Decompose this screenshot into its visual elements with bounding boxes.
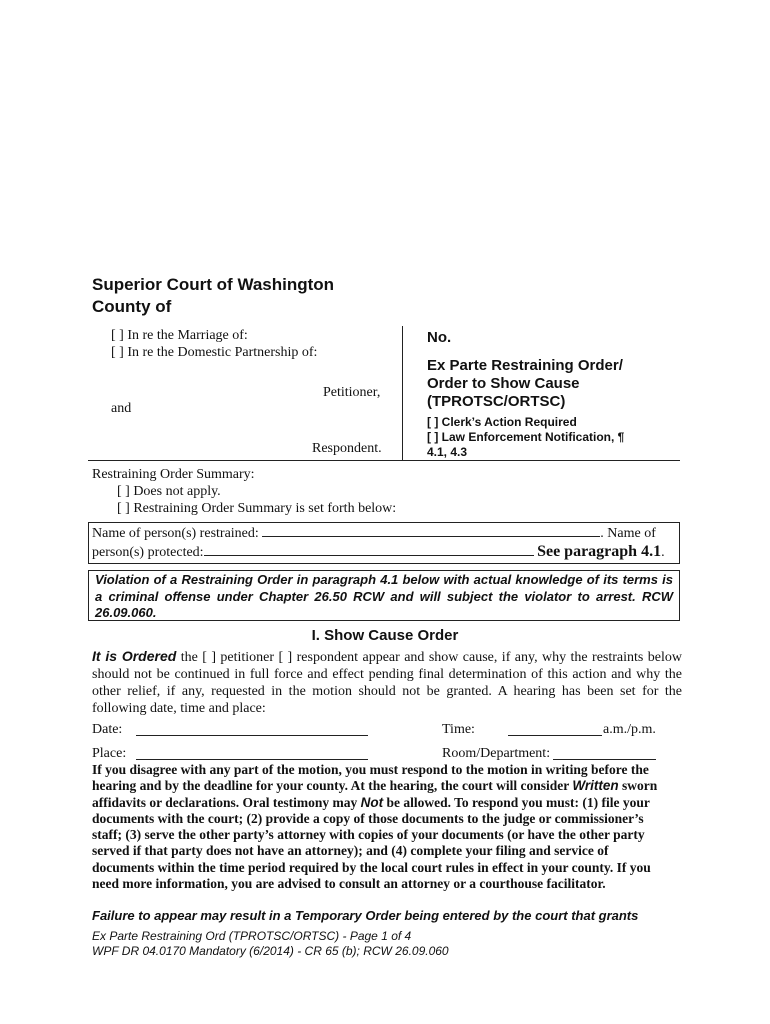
- order-title: [427, 357, 623, 411]
- court-title: [92, 274, 334, 318]
- ampm-label: a.m./p.m.: [603, 722, 656, 737]
- violation-warning-text: Violation of a Restraining Order in paragraph 4.1 below with actual knowledge of its terms is a criminal offense under Chapter 26.50 RCW and will subject the violator to arrest. RCW 26.09.060.: [95, 572, 673, 620]
- and-label: and: [111, 401, 132, 416]
- violation-warning-box: [88, 570, 680, 621]
- room-blank[interactable]: [553, 747, 656, 760]
- room-label: Room/Department:: [442, 746, 551, 761]
- time-blank[interactable]: [508, 723, 602, 736]
- summary-option-set-forth: [ ] Restraining Order Summary is set forth below:: [117, 501, 397, 516]
- order-title-line2: Order to Show Cause: [427, 375, 580, 392]
- notice-part3: be allowed. To respond you must: (1) file your documents with the court; (2) provide a copy of those documents to the judge or commissioner’s staff; (3) serve the other party’s attorney with copies of your documents (or have the other party served if that party does not have an attorney); and (4) complete your filing and service of documents within the time period required by the local court rules in effect in your county. If you need more information, you are advised to consult an attorney or a courthouse facilitator.: [92, 794, 651, 892]
- caption-divider-vertical: [402, 326, 403, 460]
- restrained-name-blank[interactable]: [262, 524, 600, 537]
- notice-part2: sworn affidavits or declarations. Oral testimony may: [92, 778, 658, 810]
- section-heading: I. Show Cause Order: [311, 627, 459, 644]
- restrained-label: Name of person(s) restrained:: [92, 526, 259, 541]
- show-cause-paragraph: [92, 648, 682, 717]
- county-label: County of: [92, 297, 172, 316]
- footer-line1: Ex Parte Restraining Ord (TPROTSC/ORTSC) - Page 1 of 4: [92, 929, 412, 943]
- name-of-label: . Name of: [600, 526, 656, 541]
- notice-written: Written: [572, 778, 619, 794]
- place-blank[interactable]: [136, 747, 368, 760]
- response-notice: [92, 762, 672, 892]
- date-label: Date:: [92, 722, 123, 737]
- court-name: Superior Court of Washington: [92, 275, 335, 294]
- protected-row: [92, 543, 665, 561]
- respondent-label: Respondent.: [312, 441, 382, 456]
- date-blank[interactable]: [136, 723, 368, 736]
- page-footer: [92, 929, 449, 959]
- failure-warning: Failure to appear may result in a Temporary Order being entered by the court that grants: [92, 908, 639, 923]
- notice-part1: If you disagree with any part of the motion, you must respond to the motion in writing before the hearing and by the deadline for your county. At the hearing, the court will consider: [92, 762, 649, 794]
- summary-option-not-apply: [ ] Does not apply.: [117, 484, 221, 499]
- petitioner-label: Petitioner,: [323, 385, 381, 400]
- order-title-line3: (TPROTSC/ORTSC): [427, 393, 566, 410]
- law-enforcement-check: [ ] Law Enforcement Notification, ¶: [427, 430, 625, 444]
- see-paragraph-label: See paragraph 4.1: [537, 543, 662, 560]
- partnership-checkbox-label: [ ] In re the Domestic Partnership of:: [111, 345, 318, 360]
- restraining-order-summary: [92, 466, 396, 517]
- time-label: Time:: [442, 722, 475, 737]
- law-enforcement-paragraphs: 4.1, 4.3: [427, 445, 468, 459]
- protected-name-blank[interactable]: [204, 543, 534, 556]
- caption-divider-horizontal: [88, 460, 680, 461]
- caption-parties: [111, 327, 317, 361]
- case-number-label: No.: [427, 329, 452, 346]
- it-is-ordered: It is Ordered: [92, 648, 177, 664]
- place-label: Place:: [92, 746, 127, 761]
- notice-not: Not: [360, 794, 384, 810]
- marriage-checkbox-label: [ ] In re the Marriage of:: [111, 328, 248, 343]
- summary-label: Restraining Order Summary:: [92, 467, 255, 482]
- protected-label: person(s) protected:: [92, 545, 204, 560]
- show-cause-text: the [ ] petitioner [ ] respondent appear and show cause, if any, why the restraints below should not be continued in full force and effect pending final determination of this action and why the other relief, if any, requested in the motion should not be granted. A hearing has been set for the following date, time and place:: [92, 650, 682, 716]
- restrained-row: [92, 524, 656, 542]
- clerk-action-check: [ ] Clerk’s Action Required: [427, 415, 577, 429]
- action-checkboxes: [427, 415, 624, 460]
- footer-line2: WPF DR 04.0170 Mandatory (6/2014) - CR 65 (b); RCW 26.09.060: [92, 944, 449, 958]
- order-title-line1: Ex Parte Restraining Order/: [427, 357, 623, 374]
- see-paragraph-period: .: [661, 545, 665, 560]
